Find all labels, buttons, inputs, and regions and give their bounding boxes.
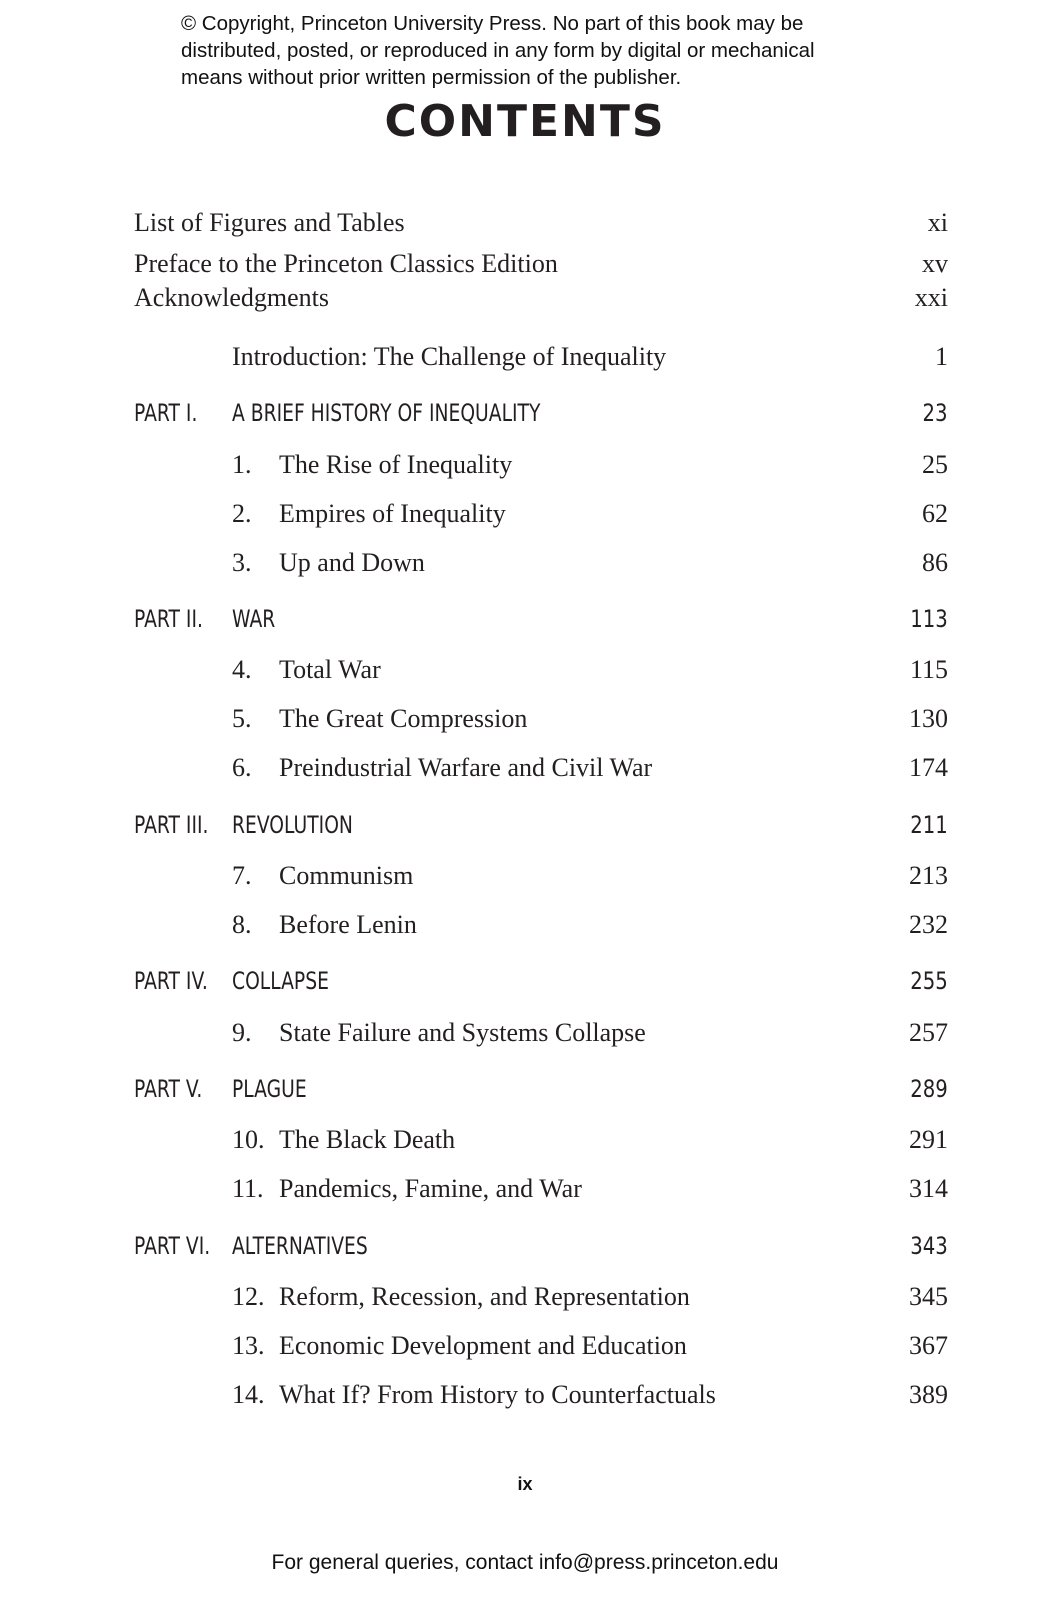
toc-chapter-4[interactable]: [0, 650, 1050, 690]
toc-part-5[interactable]: [0, 1069, 1050, 1109]
toc-chapter-1[interactable]: [0, 445, 1050, 485]
chapter-number: 10.: [232, 1125, 265, 1154]
chapter-number: 9.: [232, 1018, 252, 1047]
toc-entry-introduction[interactable]: [0, 337, 1050, 377]
toc-page-number: 314: [909, 1174, 948, 1203]
toc-page-number: xxi: [914, 283, 948, 312]
toc-page-number: 291: [909, 1125, 948, 1154]
chapter-title: What If? From History to Counterfactuals: [279, 1380, 716, 1409]
part-title: WAR: [232, 605, 276, 633]
toc-part-1[interactable]: [0, 393, 1050, 433]
part-number: PART III.: [134, 811, 209, 839]
chapter-number: 2.: [232, 499, 252, 528]
chapter-title: Communism: [279, 861, 414, 890]
toc-page-number: 255: [910, 967, 948, 995]
toc-page-number: 213: [909, 861, 948, 890]
toc-page-number: 211: [910, 811, 948, 839]
toc-entry-label: List of Figures and Tables: [134, 208, 405, 237]
chapter-title: Before Lenin: [279, 910, 417, 939]
toc-chapter-5[interactable]: [0, 699, 1050, 739]
chapter-title: The Black Death: [279, 1125, 456, 1154]
toc-page-number: 86: [922, 548, 948, 577]
copyright-line: © Copyright, Princeton University Press. No part of this book may be: [181, 12, 804, 35]
part-number: PART V.: [134, 1075, 203, 1103]
page-folio: ix: [517, 1474, 533, 1494]
part-title: REVOLUTION: [232, 811, 353, 839]
toc-page-number: 115: [909, 655, 948, 684]
toc-page-number: xi: [927, 208, 948, 237]
toc-page-number: 1: [935, 342, 948, 371]
toc-page-number: 23: [922, 399, 948, 427]
chapter-title: The Great Compression: [279, 704, 528, 733]
toc-page-number: 389: [909, 1380, 948, 1409]
chapter-title: State Failure and Systems Collapse: [279, 1018, 646, 1047]
chapter-number: 4.: [232, 655, 252, 684]
chapter-number: 11.: [232, 1174, 264, 1203]
copyright-line: means without prior written permission of the publisher.: [181, 66, 682, 89]
toc-page-number: 232: [909, 910, 948, 939]
part-number: PART II.: [134, 605, 203, 633]
toc-chapter-14[interactable]: [0, 1375, 1050, 1415]
toc-chapter-10[interactable]: [0, 1120, 1050, 1160]
chapter-title: Empires of Inequality: [279, 499, 506, 528]
toc-entry-acknowledgments[interactable]: [0, 278, 1050, 318]
chapter-number: 8.: [232, 910, 252, 939]
part-title: PLAGUE: [232, 1075, 307, 1103]
chapter-number: 13.: [232, 1331, 265, 1360]
chapter-title: Pandemics, Famine, and War: [279, 1174, 582, 1203]
toc-page-number: 257: [909, 1018, 948, 1047]
part-title: COLLAPSE: [232, 967, 329, 995]
toc-page-number: 345: [909, 1282, 948, 1311]
chapter-number: 6.: [232, 753, 252, 782]
part-number: PART IV.: [134, 967, 208, 995]
toc-page-number: 113: [910, 605, 948, 633]
chapter-number: 1.: [232, 450, 252, 479]
footer-contact: For general queries, contact info@press.princeton.edu: [271, 1551, 779, 1574]
toc-chapter-2[interactable]: [0, 494, 1050, 534]
toc-chapter-11[interactable]: [0, 1169, 1050, 1209]
chapter-number: 7.: [232, 861, 252, 890]
toc-chapter-12[interactable]: [0, 1277, 1050, 1317]
chapter-number: 14.: [232, 1380, 265, 1409]
toc-chapter-13[interactable]: [0, 1326, 1050, 1366]
part-title: ALTERNATIVES: [232, 1232, 368, 1260]
toc-part-2[interactable]: [0, 599, 1050, 639]
chapter-title: Reform, Recession, and Representation: [279, 1282, 690, 1311]
chapter-title: Economic Development and Education: [279, 1331, 687, 1360]
toc-page-number: 130: [909, 704, 948, 733]
toc-page-number: 62: [922, 499, 948, 528]
toc-part-6[interactable]: [0, 1226, 1050, 1266]
chapter-number: 12.: [232, 1282, 265, 1311]
toc-chapter-9[interactable]: [0, 1013, 1050, 1053]
toc-page-number: 289: [910, 1075, 948, 1103]
toc-chapter-8[interactable]: [0, 905, 1050, 945]
toc-page-number: 343: [910, 1232, 948, 1260]
toc-entry-label: Preface to the Princeton Classics Edition: [134, 249, 558, 278]
page-title: CONTENTS: [384, 96, 666, 147]
toc-chapter-3[interactable]: [0, 543, 1050, 583]
chapter-title: The Rise of Inequality: [279, 450, 513, 479]
toc-part-4[interactable]: [0, 961, 1050, 1001]
toc-entry-list-of-figures[interactable]: [0, 203, 1050, 243]
part-number: PART I.: [134, 399, 198, 427]
toc-page-number: xv: [922, 249, 948, 278]
toc-page-number: 25: [922, 450, 948, 479]
part-title: A BRIEF HISTORY OF INEQUALITY: [232, 399, 541, 427]
toc-page-number: 174: [909, 753, 948, 782]
chapter-title: Up and Down: [279, 548, 425, 577]
toc-entry-label: Introduction: The Challenge of Inequality: [232, 342, 667, 371]
chapter-number: 3.: [232, 548, 252, 577]
toc-page-number: 367: [909, 1331, 948, 1360]
chapter-title: Total War: [279, 655, 381, 684]
toc-entry-label: Acknowledgments: [134, 283, 329, 312]
toc-chapter-7[interactable]: [0, 856, 1050, 896]
toc-chapter-6[interactable]: [0, 748, 1050, 788]
part-number: PART VI.: [134, 1232, 211, 1260]
toc-part-3[interactable]: [0, 805, 1050, 845]
chapter-number: 5.: [232, 704, 252, 733]
chapter-title: Preindustrial Warfare and Civil War: [279, 753, 653, 782]
copyright-notice: [181, 10, 901, 91]
copyright-line: distributed, posted, or reproduced in any form by digital or mechanical: [181, 39, 815, 62]
